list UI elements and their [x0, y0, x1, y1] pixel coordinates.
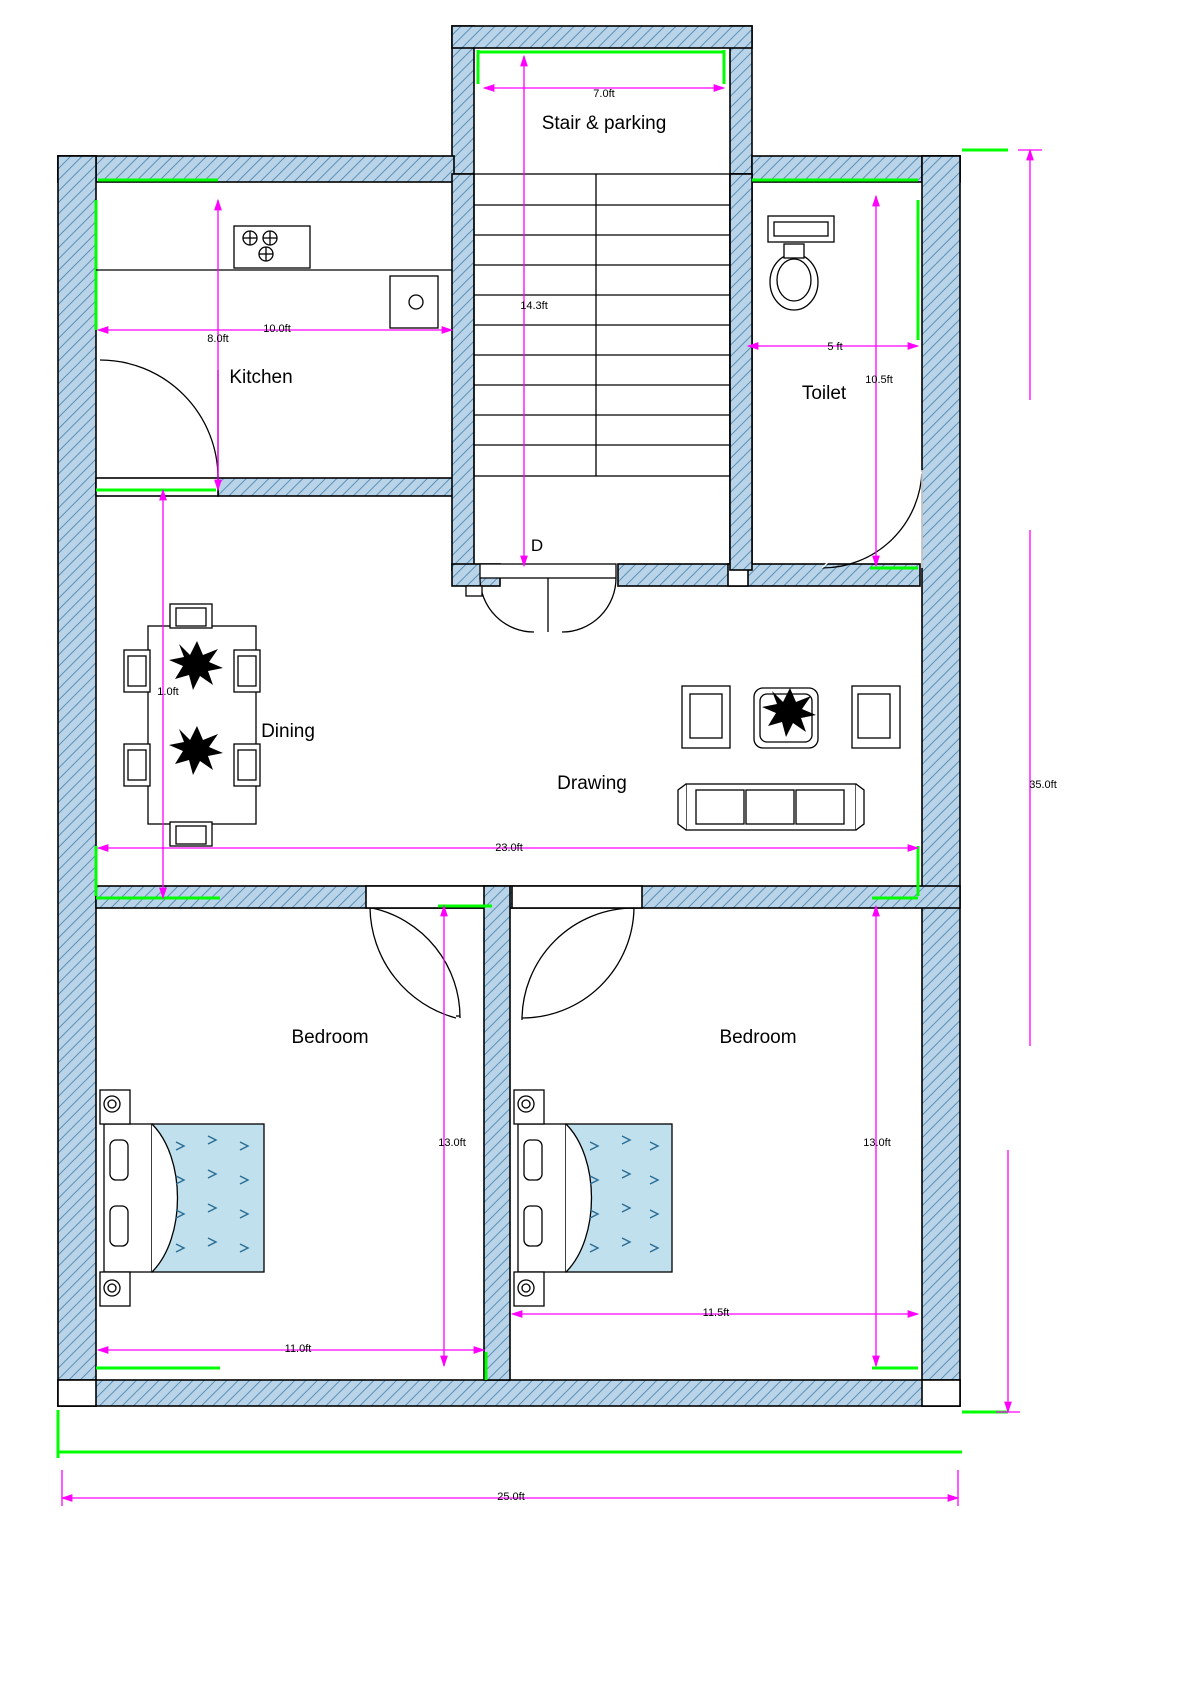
dining-chair-bottom-seat — [176, 826, 206, 844]
wall-bottom-outer — [58, 1380, 960, 1406]
dim-text-bedroom-left-width: 11.0ft — [284, 1343, 312, 1355]
dim-text-stair-width: 7.0ft — [593, 88, 615, 100]
column-bottom-left — [58, 1380, 96, 1406]
wall-stair-top — [452, 26, 752, 48]
toilet-bowl-inner — [777, 259, 811, 301]
room-label-bedroom-left: Bedroom — [291, 1027, 369, 1048]
dining-chair-right-1-seat — [238, 656, 256, 686]
dining-chair-left-2-seat — [128, 750, 146, 780]
dining-chair-right-2-seat — [238, 750, 256, 780]
dim-text-dining: 1.0ft — [157, 686, 179, 698]
column-bottom-right — [922, 1380, 960, 1406]
dim-text-toilet-depth: 10.5ft — [865, 374, 893, 386]
room-label-kitchen: Kitchen — [229, 367, 293, 388]
bed-left-lamp-top-inner — [108, 1100, 116, 1108]
sofa-cushion-2 — [746, 790, 794, 824]
cistern-inner — [774, 222, 828, 236]
sofa-cushion-3 — [796, 790, 844, 824]
dim-text-toilet-width: 5 ft — [827, 341, 843, 353]
sofa-arm-left — [678, 784, 686, 830]
dim-text-overall-depth: 35.0ft — [1029, 779, 1057, 791]
dim-text-bedroom-right-width: 11.5ft — [702, 1307, 730, 1319]
room-label-bedroom-right: Bedroom — [719, 1027, 797, 1048]
bed-left-lamp-bottom-inner — [108, 1284, 116, 1292]
bed-left-pillow-2 — [110, 1206, 128, 1246]
dim-text-bedroom-left-depth: 13.0ft — [438, 1137, 466, 1149]
dim-text-stair-depth: 14.3ft — [520, 300, 548, 312]
dining-chair-left-1-seat — [128, 656, 146, 686]
dim-text-drawing-width: 23.0ft — [495, 842, 523, 854]
opening-bedroom-right-door — [512, 886, 642, 908]
dim-text-kitchen-width: 8.0ft — [207, 333, 229, 345]
wall-bedroom-divider — [484, 886, 510, 1380]
wall-stair-left-lower — [452, 174, 474, 570]
dim-text-kitchen-length: 10.0ft — [263, 323, 291, 335]
bed-left-pillow-1 — [110, 1140, 128, 1180]
wall-top-left — [58, 156, 454, 182]
bed-right-lamp-bottom-inner — [522, 1284, 530, 1292]
armchair-right-seat — [858, 694, 890, 738]
toilet-seat-hinge — [784, 244, 804, 258]
wall-left-outer — [58, 156, 96, 1406]
bed-right-pillow-2 — [524, 1206, 542, 1246]
wall-kitchen-bottom — [218, 478, 472, 496]
sofa-arm-right — [856, 784, 864, 830]
bed-right-pillow-1 — [524, 1140, 542, 1180]
room-label-dining: Dining — [261, 721, 315, 742]
dim-text-overall-width: 25.0ft — [497, 1491, 525, 1503]
entry-door-frame — [480, 564, 616, 578]
sofa-cushion-1 — [696, 790, 744, 824]
wall-toilet-left — [730, 174, 752, 570]
dim-text-bedroom-right-depth: 13.0ft — [863, 1137, 891, 1149]
wall-right-outer — [922, 156, 960, 1406]
door-mark-d: D — [530, 536, 544, 555]
entry-step — [466, 586, 482, 596]
room-label-toilet: Toilet — [801, 383, 847, 404]
room-label-drawing: Drawing — [557, 773, 627, 794]
armchair-left-seat — [690, 694, 722, 738]
opening-kitchen-door — [96, 478, 218, 496]
dining-chair-top-seat — [176, 608, 206, 626]
room-label-stair-parking: Stair & parking — [541, 113, 667, 134]
sink — [390, 276, 438, 328]
bed-right-lamp-top-inner — [522, 1100, 530, 1108]
